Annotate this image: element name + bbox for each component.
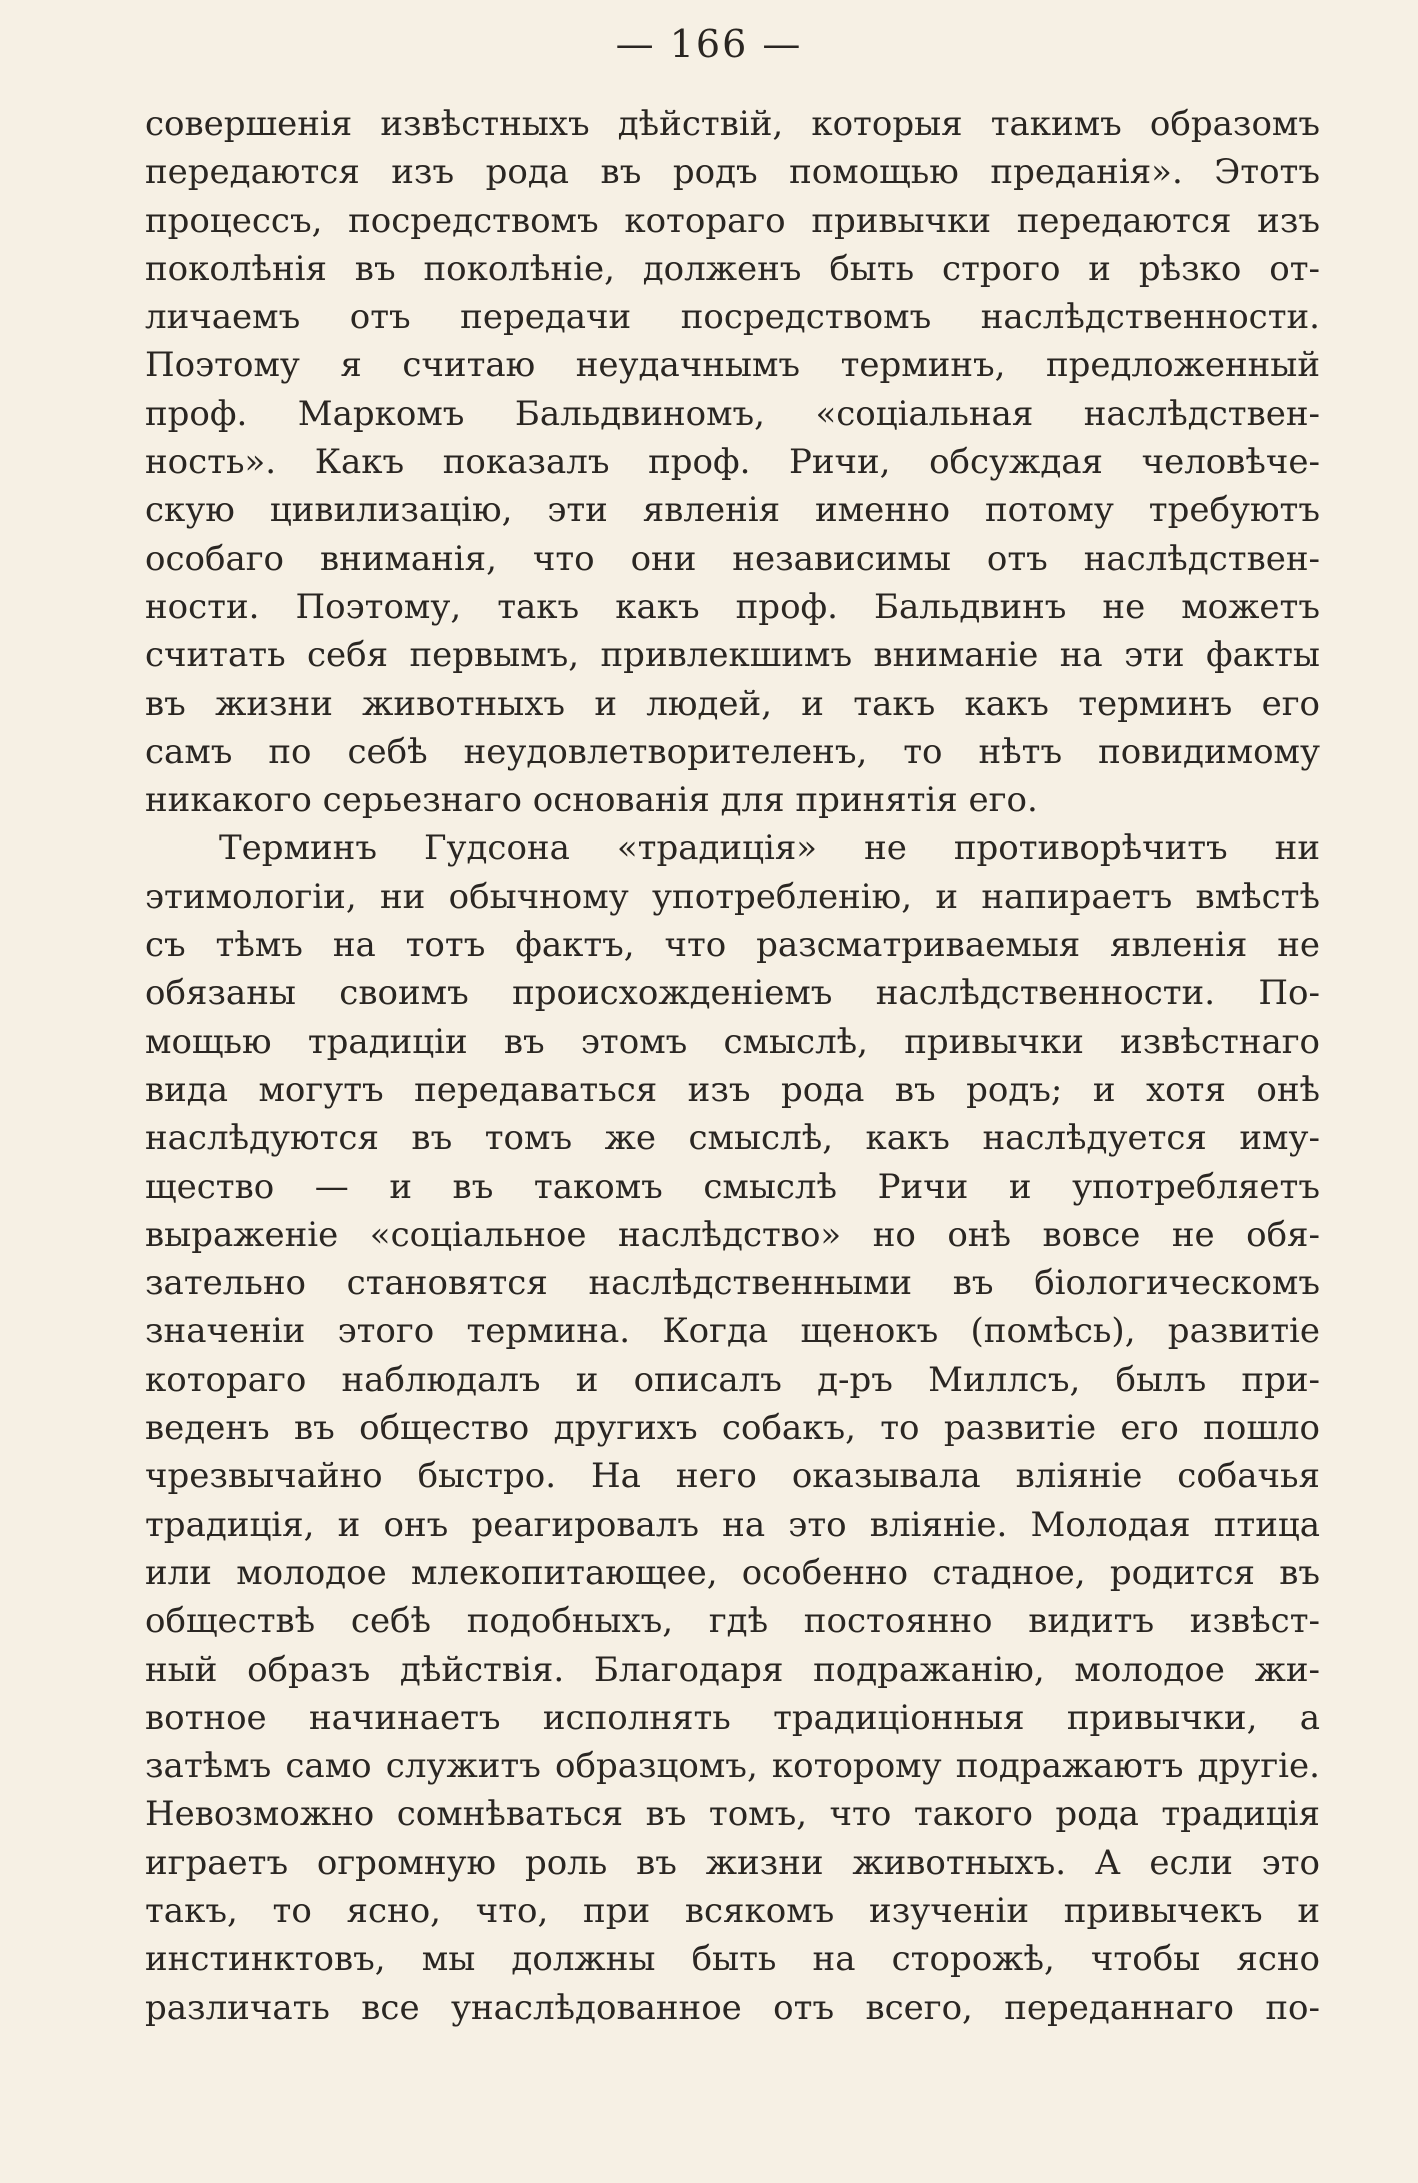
text-line: никакого серьезнаго основанія для принятія его. xyxy=(145,780,1038,821)
text-line: ность». Какъ показалъ проф. Ричи, обсуждая человѣче- xyxy=(145,442,1320,483)
text-line: совершенія извѣстныхъ дѣйствій, которыя такимъ образомъ xyxy=(145,104,1320,144)
text-line: скую цивилизацію, эти явленія именно потому требуютъ xyxy=(145,490,1320,531)
text-line: традиція, и онъ реагировалъ на это вліяніе. Молодая птица xyxy=(145,1504,1320,1545)
text-line: обязаны своимъ происхожденіемъ наслѣдственности. По- xyxy=(145,973,1320,1014)
text-line: котораго наблюдалъ и описалъ д-ръ Миллсъ, былъ при- xyxy=(145,1359,1320,1400)
text-line: ный образъ дѣйствія. Благодаря подражанію, молодое жи- xyxy=(145,1649,1320,1690)
text-line: различать все унаслѣдованное отъ всего, переданнаго по- xyxy=(145,1987,1320,2028)
text-line: особаго вниманія, что они независимы отъ наслѣдствен- xyxy=(145,538,1320,579)
text-line: наслѣдуются въ томъ же смыслѣ, какъ наслѣдуется иму- xyxy=(145,1118,1320,1159)
text-line: въ жизни животныхъ и людей, и такъ какъ терминъ его xyxy=(145,683,1320,724)
text-line: такъ, то ясно, что, при всякомъ изученіи привычекъ и xyxy=(145,1890,1320,1931)
text-line: выраженіе «соціальное наслѣдство» но онѣ вовсе не обя- xyxy=(145,1214,1320,1255)
text-line: зательно становятся наслѣдственными въ біологическомъ xyxy=(145,1263,1320,1304)
text-line: обществѣ себѣ подобныхъ, гдѣ постоянно видитъ извѣст- xyxy=(145,1601,1320,1642)
page-number: — 166 — xyxy=(615,22,803,66)
text-line: этимологіи, ни обычному употребленію, и напираетъ вмѣстѣ xyxy=(145,876,1320,917)
text-line: веденъ въ общество другихъ собакъ, то развитіе его пошло xyxy=(145,1408,1320,1449)
text-line: Терминъ Гудсона «традиція» не противорѣчитъ ни xyxy=(219,828,1320,869)
text-line: вида могутъ передаваться изъ рода въ родъ; и хотя онѣ xyxy=(145,1069,1320,1110)
text-line: ности. Поэтому, такъ какъ проф. Бальдвинъ не можетъ xyxy=(145,586,1320,627)
text-line: передаются изъ рода въ родъ помощью преданія». Этотъ xyxy=(145,152,1320,193)
text-line: проф. Маркомъ Бальдвиномъ, «соціальная наслѣдствен- xyxy=(145,393,1320,434)
text-line: играетъ огромную роль въ жизни животныхъ. А если это xyxy=(145,1842,1320,1883)
text-line: инстинктовъ, мы должны быть на сторожѣ, чтобы ясно xyxy=(145,1939,1320,1980)
page-text xyxy=(145,100,1320,2032)
text-line: процессъ, посредствомъ котораго привычки передаются изъ xyxy=(145,200,1320,241)
text-line: или молодое млекопитающее, особенно стадное, родится въ xyxy=(145,1552,1320,1593)
text-line: мощью традиціи въ этомъ смыслѣ, привычки извѣстнаго xyxy=(145,1021,1320,1062)
text-line: чрезвычайно быстро. На него оказывала вліяніе собачья xyxy=(145,1456,1320,1497)
text-line: вотное начинаетъ исполнять традиціонныя привычки, а xyxy=(145,1697,1320,1738)
text-line: Невозможно сомнѣваться въ томъ, что такого рода традиція xyxy=(145,1794,1320,1835)
text-line: щество — и въ такомъ смыслѣ Ричи и употребляетъ xyxy=(145,1166,1320,1207)
text-line: самъ по себѣ неудовлетворителенъ, то нѣтъ повидимому xyxy=(145,731,1320,772)
text-line: считать себя первымъ, привлекшимъ вниманіе на эти факты xyxy=(145,635,1320,676)
text-line: Поэтому я считаю неудачнымъ терминъ, предложенный xyxy=(145,345,1320,386)
text-line: съ тѣмъ на тотъ фактъ, что разсматриваемыя явленія не xyxy=(145,925,1320,966)
paragraph xyxy=(145,824,1320,2031)
paragraph xyxy=(145,100,1320,824)
text-line: значеніи этого термина. Когда щенокъ (помѣсь), развитіе xyxy=(145,1311,1320,1352)
text-line: личаемъ отъ передачи посредствомъ наслѣдственности. xyxy=(145,297,1320,338)
text-line: затѣмъ само служитъ образцомъ, которому подражаютъ другіе. xyxy=(145,1746,1320,1787)
text-line: поколѣнія въ поколѣніе, долженъ быть строго и рѣзко от- xyxy=(145,248,1320,289)
